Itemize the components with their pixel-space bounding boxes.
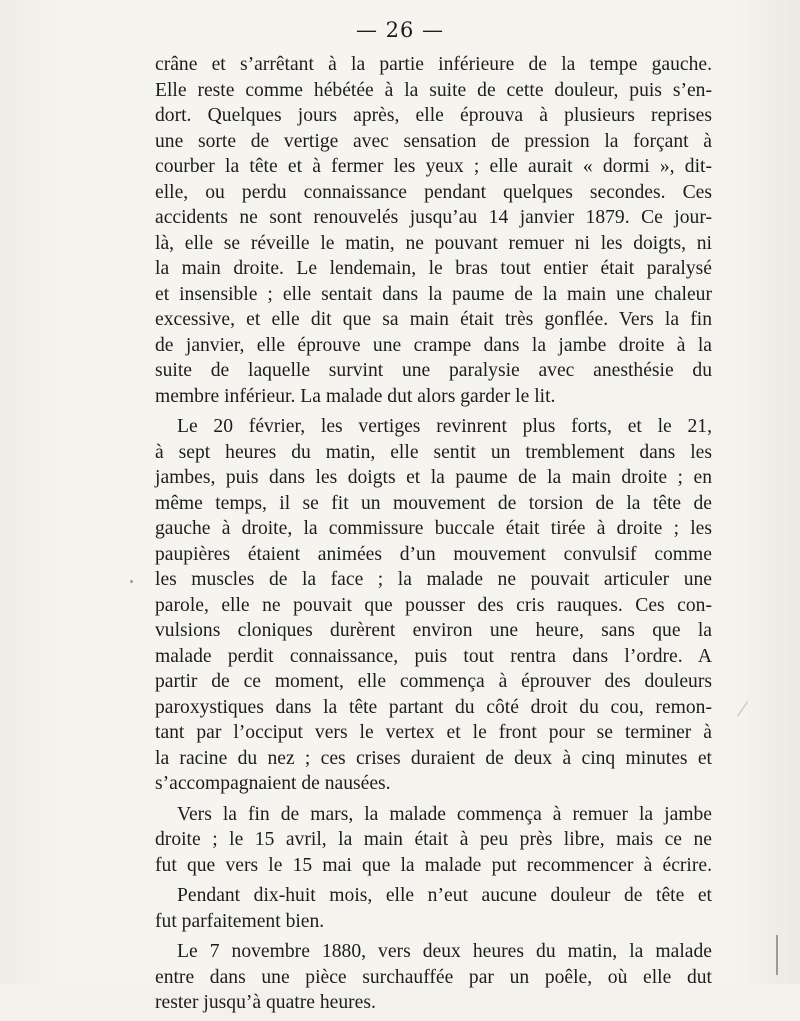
text-line: les muscles de la face ; la malade ne pouvait articuler une — [155, 569, 712, 590]
text-line: Vers la fin de mars, la malade commença à remuer la jambe — [177, 803, 712, 825]
text-line: accidents ne sont renouvelés jusqu’au 14 janvier 1879. Ce jour- — [155, 207, 712, 228]
text-line: jambes, puis dans les doigts et la paume de la main droite ; en — [155, 467, 712, 488]
text-line: Le 7 novembre 1880, vers deux heures du matin, la malade — [177, 941, 712, 962]
text-line: une sorte de vertige avec sensation de pression la forçant à — [155, 130, 712, 152]
body-text — [155, 52, 712, 1021]
text-line: fut que vers le 15 mai que la malade put recommencer à écrire. — [155, 854, 712, 876]
text-line: crâne et s’arrêtant à la partie inférieure de la tempe gauche. — [155, 54, 712, 75]
page-number: — 26 — — [355, 18, 445, 42]
text-line: là, elle se réveille le matin, ne pouvant remuer ni les doigts, ni — [155, 232, 712, 254]
text-line: suite de laquelle survint une paralysie avec anesthésie du — [155, 360, 712, 381]
text-line: s’accompagnaient de nausées. — [155, 773, 391, 794]
text-line: parole, elle ne pouvait que pousser des cris rauques. Ces con- — [155, 594, 712, 616]
paragraph-1 — [155, 52, 712, 409]
text-line: la racine du nez ; ces crises duraient de deux à cinq minutes et — [155, 747, 712, 769]
paragraph-2 — [155, 414, 712, 797]
text-line: rester jusqu’à quatre heures. — [155, 992, 376, 1013]
text-line: droite ; le 15 avril, la main était à peu près libre, mais ce ne — [155, 829, 712, 850]
text-line: membre inférieur. La malade dut alors garder le lit. — [155, 385, 556, 407]
text-line: malade perdit connaissance, puis tout rentra dans l’ordre. A — [155, 645, 712, 667]
paragraph-4 — [155, 883, 712, 934]
scan-artifact — [776, 935, 778, 975]
text-line: Pendant dix-huit mois, elle n’eut aucune douleur de tête et — [177, 885, 712, 906]
text-line: paroxystiques dans la tête partant du côté droit du cou, remon- — [155, 696, 712, 718]
text-line: partir de ce moment, elle commença à éprouver des douleurs — [155, 671, 712, 692]
scan-artifact — [737, 701, 748, 716]
text-line: excessive, et elle dit que sa main était très gonflée. Vers la fin — [155, 309, 712, 330]
paragraph-3 — [155, 802, 712, 879]
text-line: entre dans une pièce surchauffée par un poêle, où elle dut — [155, 966, 712, 988]
text-line: courber la tête et à fermer les yeux ; elle aurait « dormi », dit- — [155, 156, 712, 177]
text-line: Elle reste comme hébétée à la suite de cette douleur, puis s’en- — [155, 79, 712, 101]
text-line: tant par l’occiput vers le vertex et le front pour se terminer à — [155, 722, 712, 743]
text-line: à sept heures du matin, elle sentit un tremblement dans les — [155, 441, 712, 463]
text-line: et insensible ; elle sentait dans la paume de la main une chaleur — [155, 283, 712, 305]
paragraph-5 — [155, 939, 712, 1016]
text-line: même temps, il se fit un mouvement de torsion de la tête de — [155, 492, 712, 514]
text-line: gauche à droite, la commissure buccale était tirée à droite ; les — [155, 518, 712, 539]
text-line: Le 20 février, les vertiges revinrent plus forts, et le 21, — [177, 416, 712, 437]
scan-artifact — [130, 580, 133, 583]
text-line: dort. Quelques jours après, elle éprouva à plusieurs reprises — [155, 105, 712, 126]
text-line: paupières étaient animées d’un mouvement convulsif comme — [155, 543, 712, 565]
text-line: de janvier, elle éprouve une crampe dans la jambe droite à la — [155, 334, 712, 356]
text-line: vulsions cloniques durèrent environ une heure, sans que la — [155, 620, 712, 641]
text-line: elle, ou perdu connaissance pendant quelques secondes. Ces — [155, 181, 712, 203]
text-line: la main droite. Le lendemain, le bras tout entier était paralysé — [155, 258, 712, 279]
text-line: fut parfaitement bien. — [155, 910, 325, 932]
